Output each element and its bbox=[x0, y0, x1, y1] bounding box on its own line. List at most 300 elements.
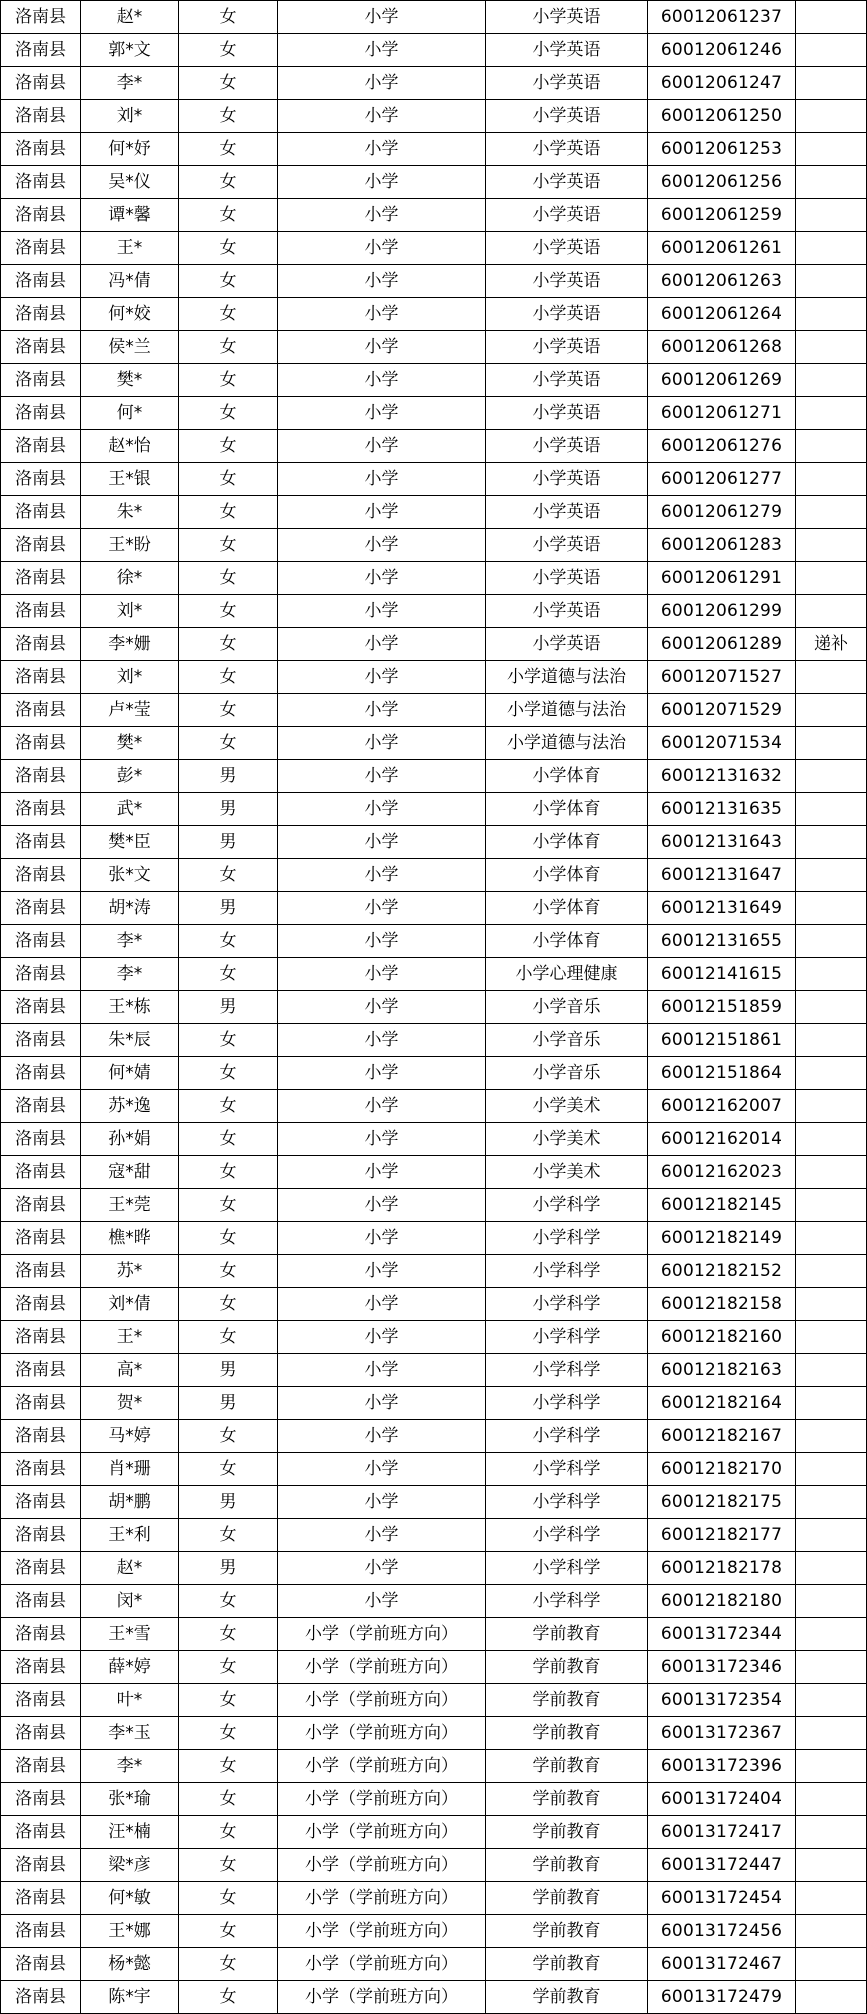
school-level-cell: 小学 bbox=[278, 1585, 486, 1618]
subject-cell: 小学科学 bbox=[486, 1486, 648, 1519]
remark-cell bbox=[796, 1882, 867, 1915]
county-cell: 洛南县 bbox=[1, 1585, 81, 1618]
gender-cell: 女 bbox=[179, 958, 278, 991]
county-cell: 洛南县 bbox=[1, 232, 81, 265]
exam-number-cell: 60012141615 bbox=[648, 958, 796, 991]
remark-cell bbox=[796, 661, 867, 694]
county-cell: 洛南县 bbox=[1, 1453, 81, 1486]
subject-cell: 小学音乐 bbox=[486, 1024, 648, 1057]
name-cell: 闵* bbox=[81, 1585, 179, 1618]
name-cell: 冯*倩 bbox=[81, 265, 179, 298]
county-cell: 洛南县 bbox=[1, 1, 81, 34]
gender-cell: 男 bbox=[179, 826, 278, 859]
gender-cell: 女 bbox=[179, 727, 278, 760]
name-cell: 王*雪 bbox=[81, 1618, 179, 1651]
county-cell: 洛南县 bbox=[1, 67, 81, 100]
subject-cell: 小学科学 bbox=[486, 1552, 648, 1585]
table-row bbox=[1, 67, 867, 100]
school-level-cell: 小学 bbox=[278, 34, 486, 67]
name-cell: 王*栋 bbox=[81, 991, 179, 1024]
gender-cell: 女 bbox=[179, 1321, 278, 1354]
school-level-cell: 小学 bbox=[278, 892, 486, 925]
gender-cell: 女 bbox=[179, 1024, 278, 1057]
subject-cell: 小学道德与法治 bbox=[486, 661, 648, 694]
gender-cell: 男 bbox=[179, 991, 278, 1024]
remark-cell bbox=[796, 1156, 867, 1189]
school-level-cell: 小学 bbox=[278, 562, 486, 595]
school-level-cell: 小学 bbox=[278, 1519, 486, 1552]
school-level-cell: 小学 bbox=[278, 727, 486, 760]
remark-cell bbox=[796, 760, 867, 793]
county-cell: 洛南县 bbox=[1, 1849, 81, 1882]
gender-cell: 女 bbox=[179, 1981, 278, 2014]
school-level-cell: 小学（学前班方向） bbox=[278, 1750, 486, 1783]
exam-number-cell: 60012182180 bbox=[648, 1585, 796, 1618]
county-cell: 洛南县 bbox=[1, 892, 81, 925]
remark-cell bbox=[796, 958, 867, 991]
gender-cell: 女 bbox=[179, 463, 278, 496]
gender-cell: 女 bbox=[179, 1, 278, 34]
gender-cell: 男 bbox=[179, 1486, 278, 1519]
subject-cell: 小学音乐 bbox=[486, 1057, 648, 1090]
remark-cell bbox=[796, 1090, 867, 1123]
subject-cell: 小学英语 bbox=[486, 463, 648, 496]
gender-cell: 男 bbox=[179, 1354, 278, 1387]
remark-cell bbox=[796, 892, 867, 925]
subject-cell: 小学体育 bbox=[486, 859, 648, 892]
name-cell: 王*利 bbox=[81, 1519, 179, 1552]
name-cell: 薛*婷 bbox=[81, 1651, 179, 1684]
gender-cell: 女 bbox=[179, 199, 278, 232]
gender-cell: 女 bbox=[179, 1849, 278, 1882]
gender-cell: 女 bbox=[179, 331, 278, 364]
county-cell: 洛南县 bbox=[1, 100, 81, 133]
exam-number-cell: 60012061246 bbox=[648, 34, 796, 67]
gender-cell: 女 bbox=[179, 34, 278, 67]
school-level-cell: 小学 bbox=[278, 1486, 486, 1519]
name-cell: 王* bbox=[81, 232, 179, 265]
name-cell: 樊* bbox=[81, 364, 179, 397]
county-cell: 洛南县 bbox=[1, 1783, 81, 1816]
gender-cell: 女 bbox=[179, 265, 278, 298]
gender-cell: 男 bbox=[179, 793, 278, 826]
school-level-cell: 小学 bbox=[278, 991, 486, 1024]
subject-cell: 学前教育 bbox=[486, 1882, 648, 1915]
remark-cell bbox=[796, 1981, 867, 2014]
exam-number-cell: 60013172417 bbox=[648, 1816, 796, 1849]
gender-cell: 女 bbox=[179, 1717, 278, 1750]
table-row bbox=[1, 760, 867, 793]
subject-cell: 学前教育 bbox=[486, 1618, 648, 1651]
subject-cell: 学前教育 bbox=[486, 1981, 648, 2014]
name-cell: 李* bbox=[81, 925, 179, 958]
school-level-cell: 小学 bbox=[278, 1024, 486, 1057]
gender-cell: 女 bbox=[179, 67, 278, 100]
school-level-cell: 小学 bbox=[278, 1453, 486, 1486]
school-level-cell: 小学 bbox=[278, 364, 486, 397]
school-level-cell: 小学 bbox=[278, 133, 486, 166]
remark-cell bbox=[796, 1189, 867, 1222]
name-cell: 张*文 bbox=[81, 859, 179, 892]
gender-cell: 女 bbox=[179, 925, 278, 958]
county-cell: 洛南县 bbox=[1, 1090, 81, 1123]
exam-number-cell: 60012071529 bbox=[648, 694, 796, 727]
table-row bbox=[1, 1585, 867, 1618]
subject-cell: 小学英语 bbox=[486, 67, 648, 100]
table-row bbox=[1, 199, 867, 232]
table-row bbox=[1, 826, 867, 859]
exam-number-cell: 60013172396 bbox=[648, 1750, 796, 1783]
exam-number-cell: 60012061283 bbox=[648, 529, 796, 562]
remark-cell bbox=[796, 1849, 867, 1882]
name-cell: 肖*珊 bbox=[81, 1453, 179, 1486]
name-cell: 高* bbox=[81, 1354, 179, 1387]
name-cell: 吴*仪 bbox=[81, 166, 179, 199]
subject-cell: 小学体育 bbox=[486, 793, 648, 826]
school-level-cell: 小学 bbox=[278, 661, 486, 694]
table-row bbox=[1, 1750, 867, 1783]
exam-number-cell: 60012182164 bbox=[648, 1387, 796, 1420]
county-cell: 洛南县 bbox=[1, 1189, 81, 1222]
exam-number-cell: 60012182158 bbox=[648, 1288, 796, 1321]
table-row bbox=[1, 1255, 867, 1288]
table-row bbox=[1, 1651, 867, 1684]
remark-cell bbox=[796, 1024, 867, 1057]
county-cell: 洛南县 bbox=[1, 925, 81, 958]
school-level-cell: 小学 bbox=[278, 529, 486, 562]
subject-cell: 小学科学 bbox=[486, 1255, 648, 1288]
table-row bbox=[1, 133, 867, 166]
subject-cell: 小学英语 bbox=[486, 529, 648, 562]
gender-cell: 男 bbox=[179, 892, 278, 925]
county-cell: 洛南县 bbox=[1, 496, 81, 529]
remark-cell bbox=[796, 430, 867, 463]
county-cell: 洛南县 bbox=[1, 826, 81, 859]
school-level-cell: 小学 bbox=[278, 595, 486, 628]
table-row bbox=[1, 430, 867, 463]
county-cell: 洛南县 bbox=[1, 958, 81, 991]
remark-cell bbox=[796, 133, 867, 166]
name-cell: 赵* bbox=[81, 1552, 179, 1585]
exam-number-cell: 60012182145 bbox=[648, 1189, 796, 1222]
subject-cell: 学前教育 bbox=[486, 1717, 648, 1750]
school-level-cell: 小学（学前班方向） bbox=[278, 1981, 486, 2014]
subject-cell: 小学英语 bbox=[486, 496, 648, 529]
exam-number-cell: 60012131655 bbox=[648, 925, 796, 958]
school-level-cell: 小学（学前班方向） bbox=[278, 1618, 486, 1651]
table-row bbox=[1, 1123, 867, 1156]
subject-cell: 小学英语 bbox=[486, 1, 648, 34]
county-cell: 洛南县 bbox=[1, 694, 81, 727]
table-row bbox=[1, 1552, 867, 1585]
exam-number-cell: 60012151859 bbox=[648, 991, 796, 1024]
table-row bbox=[1, 727, 867, 760]
remark-cell bbox=[796, 265, 867, 298]
subject-cell: 小学科学 bbox=[486, 1420, 648, 1453]
county-cell: 洛南县 bbox=[1, 1915, 81, 1948]
remark-cell bbox=[796, 1354, 867, 1387]
remark-cell bbox=[796, 1222, 867, 1255]
subject-cell: 小学英语 bbox=[486, 34, 648, 67]
county-cell: 洛南县 bbox=[1, 364, 81, 397]
gender-cell: 女 bbox=[179, 1750, 278, 1783]
county-cell: 洛南县 bbox=[1, 1354, 81, 1387]
subject-cell: 小学英语 bbox=[486, 364, 648, 397]
school-level-cell: 小学 bbox=[278, 1222, 486, 1255]
remark-cell bbox=[796, 793, 867, 826]
name-cell: 陈*宇 bbox=[81, 1981, 179, 2014]
table-row bbox=[1, 1024, 867, 1057]
name-cell: 贺* bbox=[81, 1387, 179, 1420]
county-cell: 洛南县 bbox=[1, 1123, 81, 1156]
remark-cell bbox=[796, 34, 867, 67]
subject-cell: 小学英语 bbox=[486, 628, 648, 661]
remark-cell bbox=[796, 1585, 867, 1618]
remark-cell bbox=[796, 727, 867, 760]
name-cell: 樊* bbox=[81, 727, 179, 760]
name-cell: 谭*馨 bbox=[81, 199, 179, 232]
name-cell: 卢*莹 bbox=[81, 694, 179, 727]
remark-cell bbox=[796, 331, 867, 364]
county-cell: 洛南县 bbox=[1, 1552, 81, 1585]
exam-number-cell: 60012061279 bbox=[648, 496, 796, 529]
exam-number-cell: 60012061291 bbox=[648, 562, 796, 595]
name-cell: 赵* bbox=[81, 1, 179, 34]
table-row bbox=[1, 1387, 867, 1420]
table-row bbox=[1, 1519, 867, 1552]
gender-cell: 女 bbox=[179, 1882, 278, 1915]
subject-cell: 小学英语 bbox=[486, 298, 648, 331]
gender-cell: 女 bbox=[179, 1585, 278, 1618]
name-cell: 胡*鹏 bbox=[81, 1486, 179, 1519]
county-cell: 洛南县 bbox=[1, 628, 81, 661]
gender-cell: 女 bbox=[179, 166, 278, 199]
gender-cell: 女 bbox=[179, 1519, 278, 1552]
subject-cell: 小学科学 bbox=[486, 1189, 648, 1222]
county-cell: 洛南县 bbox=[1, 331, 81, 364]
name-cell: 叶* bbox=[81, 1684, 179, 1717]
gender-cell: 女 bbox=[179, 1090, 278, 1123]
gender-cell: 女 bbox=[179, 1684, 278, 1717]
subject-cell: 小学道德与法治 bbox=[486, 694, 648, 727]
subject-cell: 学前教育 bbox=[486, 1750, 648, 1783]
name-cell: 朱*辰 bbox=[81, 1024, 179, 1057]
gender-cell: 女 bbox=[179, 430, 278, 463]
county-cell: 洛南县 bbox=[1, 1882, 81, 1915]
exam-number-cell: 60012162014 bbox=[648, 1123, 796, 1156]
name-cell: 刘* bbox=[81, 595, 179, 628]
gender-cell: 女 bbox=[179, 133, 278, 166]
table-row bbox=[1, 1915, 867, 1948]
name-cell: 孙*娟 bbox=[81, 1123, 179, 1156]
remark-cell bbox=[796, 1453, 867, 1486]
exam-number-cell: 60012182149 bbox=[648, 1222, 796, 1255]
county-cell: 洛南县 bbox=[1, 166, 81, 199]
exam-number-cell: 60012131632 bbox=[648, 760, 796, 793]
table-row bbox=[1, 1948, 867, 1981]
table-row bbox=[1, 100, 867, 133]
gender-cell: 女 bbox=[179, 529, 278, 562]
name-cell: 郭*文 bbox=[81, 34, 179, 67]
exam-number-cell: 60012131643 bbox=[648, 826, 796, 859]
county-cell: 洛南县 bbox=[1, 133, 81, 166]
subject-cell: 学前教育 bbox=[486, 1684, 648, 1717]
table-row bbox=[1, 1090, 867, 1123]
table-row bbox=[1, 628, 867, 661]
exam-number-cell: 60012061289 bbox=[648, 628, 796, 661]
subject-cell: 小学英语 bbox=[486, 166, 648, 199]
gender-cell: 女 bbox=[179, 364, 278, 397]
school-level-cell: 小学 bbox=[278, 1123, 486, 1156]
exam-number-cell: 60012061253 bbox=[648, 133, 796, 166]
table-row bbox=[1, 1684, 867, 1717]
subject-cell: 学前教育 bbox=[486, 1816, 648, 1849]
exam-number-cell: 60012151864 bbox=[648, 1057, 796, 1090]
subject-cell: 小学科学 bbox=[486, 1387, 648, 1420]
table-row bbox=[1, 496, 867, 529]
exam-number-cell: 60013172346 bbox=[648, 1651, 796, 1684]
school-level-cell: 小学 bbox=[278, 1354, 486, 1387]
name-cell: 马*婷 bbox=[81, 1420, 179, 1453]
name-cell: 杨*懿 bbox=[81, 1948, 179, 1981]
table-row bbox=[1, 1420, 867, 1453]
school-level-cell: 小学 bbox=[278, 166, 486, 199]
remark-cell bbox=[796, 463, 867, 496]
school-level-cell: 小学 bbox=[278, 1, 486, 34]
remark-cell bbox=[796, 694, 867, 727]
remark-cell bbox=[796, 199, 867, 232]
school-level-cell: 小学 bbox=[278, 1552, 486, 1585]
school-level-cell: 小学 bbox=[278, 199, 486, 232]
remark-cell bbox=[796, 1816, 867, 1849]
remark-cell bbox=[796, 1, 867, 34]
remark-cell bbox=[796, 1321, 867, 1354]
exam-number-cell: 60012182152 bbox=[648, 1255, 796, 1288]
table-row bbox=[1, 298, 867, 331]
county-cell: 洛南县 bbox=[1, 727, 81, 760]
exam-number-cell: 60013172404 bbox=[648, 1783, 796, 1816]
gender-cell: 女 bbox=[179, 1420, 278, 1453]
name-cell: 何*敏 bbox=[81, 1882, 179, 1915]
school-level-cell: 小学 bbox=[278, 694, 486, 727]
name-cell: 武* bbox=[81, 793, 179, 826]
table-row bbox=[1, 958, 867, 991]
remark-cell bbox=[796, 364, 867, 397]
gender-cell: 女 bbox=[179, 1057, 278, 1090]
gender-cell: 女 bbox=[179, 1453, 278, 1486]
remark-cell bbox=[796, 1519, 867, 1552]
table-row bbox=[1, 1354, 867, 1387]
school-level-cell: 小学 bbox=[278, 1156, 486, 1189]
school-level-cell: 小学 bbox=[278, 298, 486, 331]
gender-cell: 女 bbox=[179, 1189, 278, 1222]
subject-cell: 小学英语 bbox=[486, 232, 648, 265]
subject-cell: 小学英语 bbox=[486, 199, 648, 232]
remark-cell bbox=[796, 496, 867, 529]
subject-cell: 小学英语 bbox=[486, 562, 648, 595]
remark-cell bbox=[796, 1387, 867, 1420]
gender-cell: 男 bbox=[179, 1552, 278, 1585]
subject-cell: 小学科学 bbox=[486, 1288, 648, 1321]
name-cell: 苏*逸 bbox=[81, 1090, 179, 1123]
county-cell: 洛南县 bbox=[1, 1750, 81, 1783]
school-level-cell: 小学 bbox=[278, 628, 486, 661]
candidate-table-body bbox=[1, 1, 867, 2014]
exam-number-cell: 60012061256 bbox=[648, 166, 796, 199]
subject-cell: 小学英语 bbox=[486, 595, 648, 628]
table-row bbox=[1, 529, 867, 562]
name-cell: 王*银 bbox=[81, 463, 179, 496]
name-cell: 赵*怡 bbox=[81, 430, 179, 463]
county-cell: 洛南县 bbox=[1, 529, 81, 562]
name-cell: 李* bbox=[81, 67, 179, 100]
table-row bbox=[1, 1849, 867, 1882]
name-cell: 樊*臣 bbox=[81, 826, 179, 859]
remark-cell bbox=[796, 1552, 867, 1585]
exam-number-cell: 60012061263 bbox=[648, 265, 796, 298]
name-cell: 苏* bbox=[81, 1255, 179, 1288]
name-cell: 刘*倩 bbox=[81, 1288, 179, 1321]
school-level-cell: 小学（学前班方向） bbox=[278, 1849, 486, 1882]
name-cell: 朱* bbox=[81, 496, 179, 529]
table-row bbox=[1, 991, 867, 1024]
exam-number-cell: 60012061277 bbox=[648, 463, 796, 496]
subject-cell: 小学科学 bbox=[486, 1222, 648, 1255]
gender-cell: 女 bbox=[179, 595, 278, 628]
table-row bbox=[1, 1057, 867, 1090]
exam-number-cell: 60012182178 bbox=[648, 1552, 796, 1585]
county-cell: 洛南县 bbox=[1, 1981, 81, 2014]
county-cell: 洛南县 bbox=[1, 1717, 81, 1750]
subject-cell: 小学科学 bbox=[486, 1453, 648, 1486]
school-level-cell: 小学（学前班方向） bbox=[278, 1684, 486, 1717]
remark-cell: 递补 bbox=[796, 628, 867, 661]
remark-cell bbox=[796, 1717, 867, 1750]
table-row bbox=[1, 232, 867, 265]
name-cell: 胡*涛 bbox=[81, 892, 179, 925]
remark-cell bbox=[796, 595, 867, 628]
name-cell: 王* bbox=[81, 1321, 179, 1354]
gender-cell: 女 bbox=[179, 298, 278, 331]
subject-cell: 学前教育 bbox=[486, 1849, 648, 1882]
table-row bbox=[1, 34, 867, 67]
name-cell: 刘* bbox=[81, 661, 179, 694]
gender-cell: 男 bbox=[179, 1387, 278, 1420]
remark-cell bbox=[796, 232, 867, 265]
school-level-cell: 小学 bbox=[278, 397, 486, 430]
exam-number-cell: 60012182163 bbox=[648, 1354, 796, 1387]
subject-cell: 小学音乐 bbox=[486, 991, 648, 1024]
exam-number-cell: 60012162023 bbox=[648, 1156, 796, 1189]
subject-cell: 学前教育 bbox=[486, 1651, 648, 1684]
remark-cell bbox=[796, 1057, 867, 1090]
school-level-cell: 小学 bbox=[278, 100, 486, 133]
subject-cell: 小学美术 bbox=[486, 1090, 648, 1123]
table-row bbox=[1, 1618, 867, 1651]
exam-number-cell: 60012061250 bbox=[648, 100, 796, 133]
county-cell: 洛南县 bbox=[1, 1057, 81, 1090]
name-cell: 李*玉 bbox=[81, 1717, 179, 1750]
remark-cell bbox=[796, 166, 867, 199]
subject-cell: 小学体育 bbox=[486, 760, 648, 793]
exam-number-cell: 60012061237 bbox=[648, 1, 796, 34]
table-row bbox=[1, 793, 867, 826]
school-level-cell: 小学（学前班方向） bbox=[278, 1717, 486, 1750]
exam-number-cell: 60012162007 bbox=[648, 1090, 796, 1123]
county-cell: 洛南县 bbox=[1, 1387, 81, 1420]
school-level-cell: 小学 bbox=[278, 1420, 486, 1453]
table-row bbox=[1, 661, 867, 694]
